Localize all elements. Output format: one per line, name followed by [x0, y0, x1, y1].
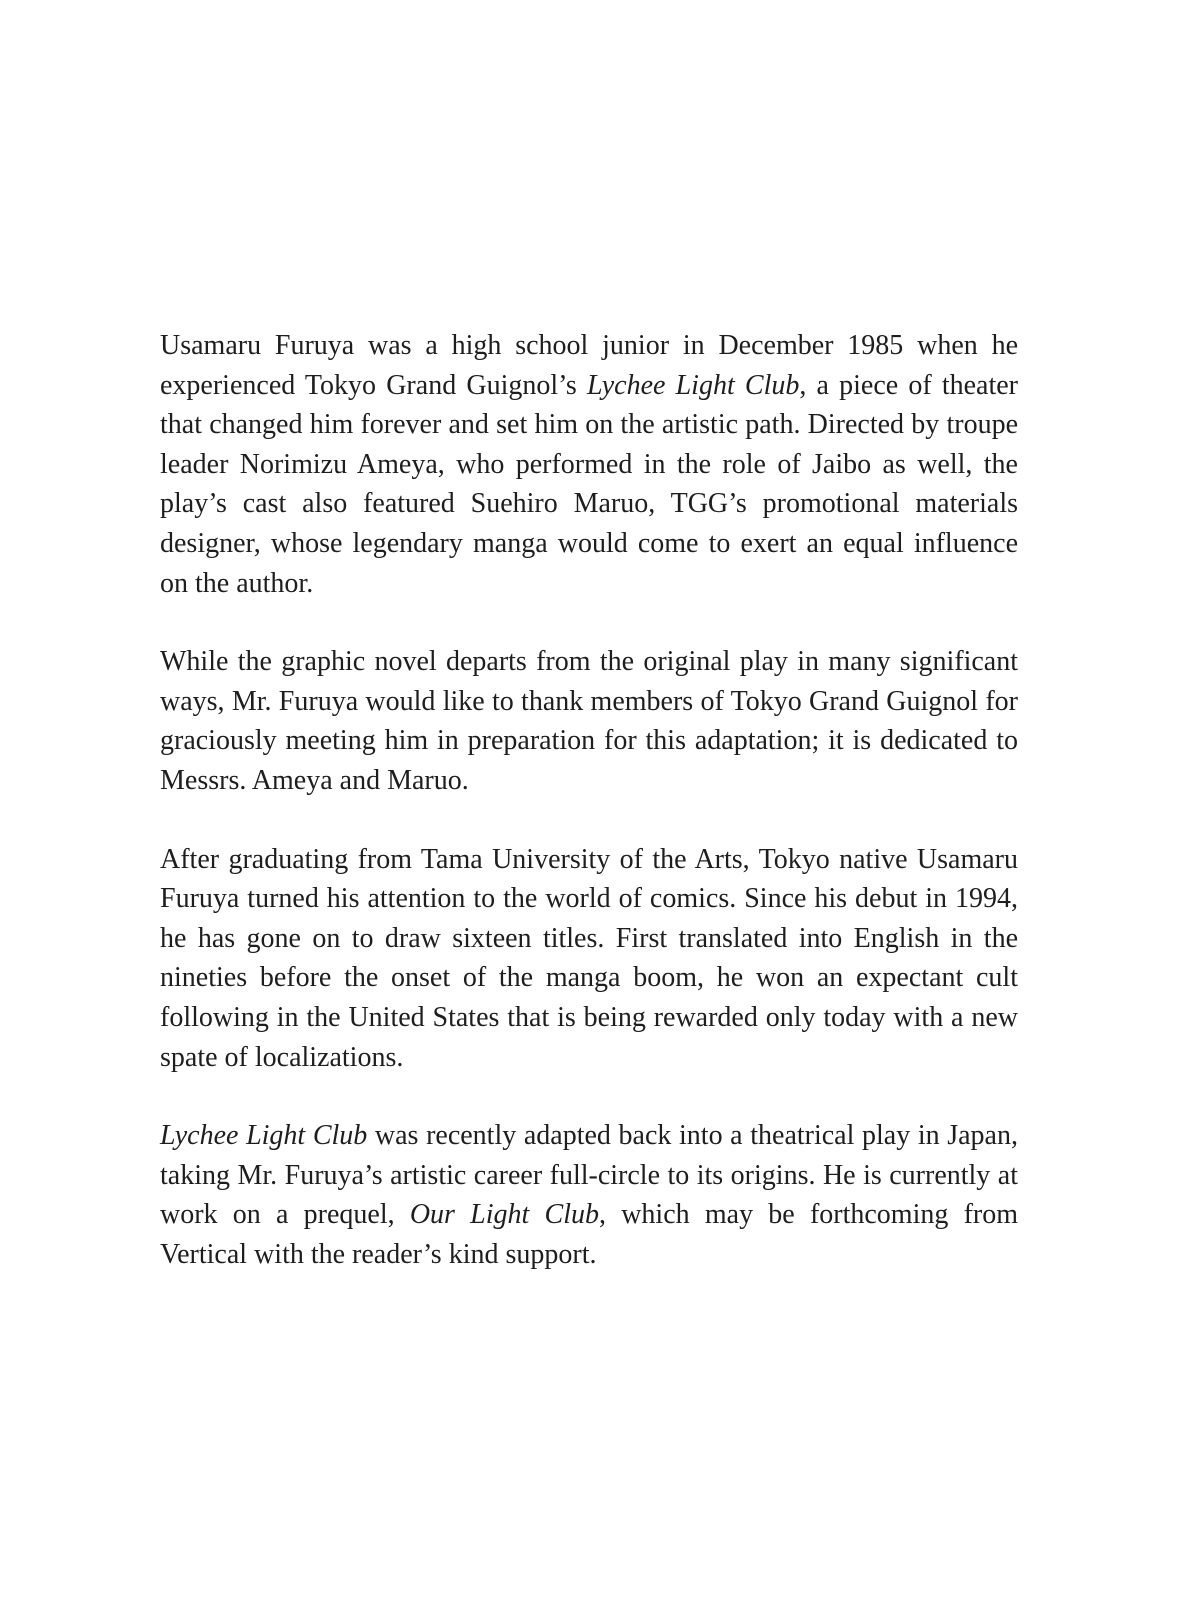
book-title: Our Light Club — [409, 1199, 599, 1231]
book-title: Lychee Light Club — [160, 1120, 368, 1152]
paragraph-3 — [160, 840, 1018, 1078]
text-run: After graduating from Tama University of the Arts, Tokyo native Usamaru Furuya turned his attention to the world of comics. Since his debut in 1994, he has gone on to draw sixteen titles. First translated into English in the nineties before the onset of the manga boom, he won an expectant cult following in the United States that is being rewarded only today with a new spate of localizations. — [160, 843, 1018, 1073]
text-run: was recently adapted back into a theatrical play in Japan, taking Mr. Furuya’s artistic career full-circle to its origins. He is currently at work on a prequel, — [160, 1120, 1018, 1231]
text-run: , a piece of theater that changed him forever and set him on the artistic path. Directed by troupe leader Norimizu Ameya, who performed in the role of Jaibo as well, the play’s cast also featured Suehiro Maruo, TGG’s promotional materials designer, whose legendary manga would come to exert an equal influence on the author. — [160, 369, 1019, 599]
book-title: Lychee Light Club — [586, 369, 800, 401]
author-bio-text — [160, 326, 1018, 1274]
text-run: Usamaru Furuya was a high school junior in December 1985 when he experienced Tokyo Grand Guignol’s — [160, 330, 1018, 401]
paragraph-2 — [160, 642, 1018, 800]
text-run: While the graphic novel departs from the original play in many significant ways, Mr. Furuya would like to thank members of Tokyo Grand Guignol for graciously meeting him in preparation for this adaptation; it is dedicated to Messrs. Ameya and Maruo. — [160, 646, 1018, 796]
paragraph-4 — [160, 1116, 1018, 1274]
paragraph-1 — [160, 326, 1018, 603]
text-run: , which may be forthcoming from Vertical with the reader’s kind support. — [160, 1199, 1019, 1270]
